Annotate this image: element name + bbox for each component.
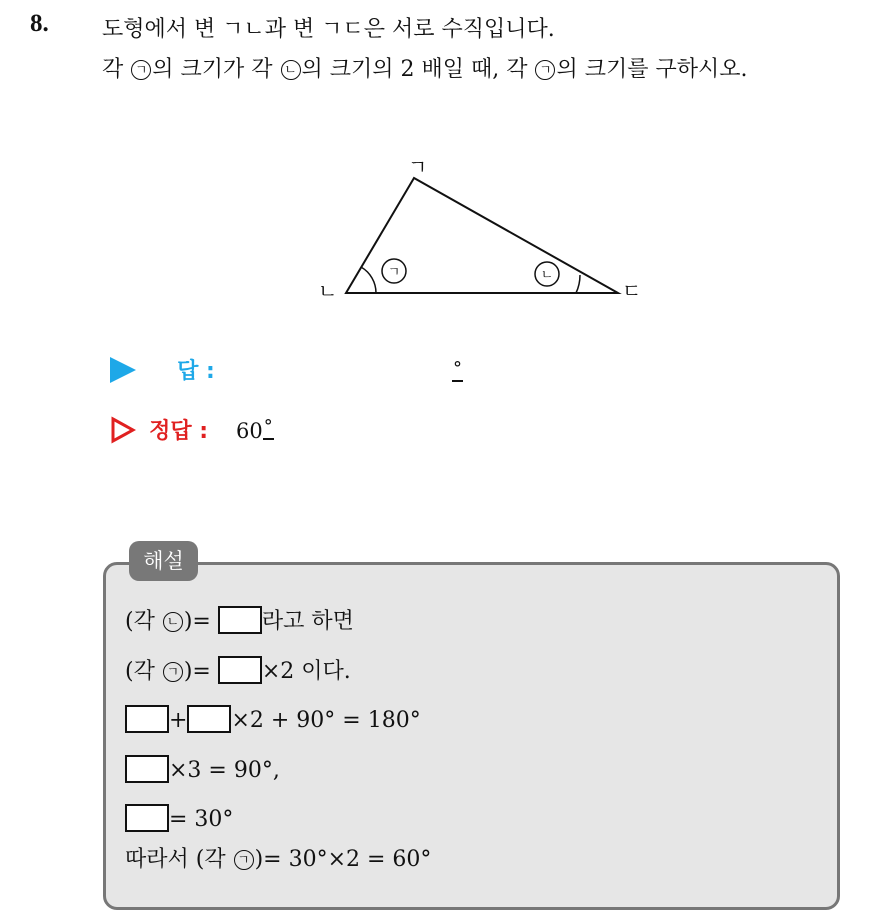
circled-mark-b: ㄴ (163, 612, 183, 632)
blank-box (125, 705, 169, 733)
vertex-label-right: ㄷ (622, 279, 642, 300)
explanation-text: ×3 = 90°, (169, 758, 280, 783)
question-number: 8. (30, 10, 49, 37)
question-line-1: 도형에서 변 ㄱㄴ과 변 ㄱㄷ은 서로 수직입니다. (102, 17, 555, 42)
blank-box (125, 755, 169, 783)
explanation-line-5 (125, 804, 233, 832)
angle-arc-left (361, 267, 376, 293)
explanation-text: ×2 이다. (261, 659, 351, 684)
correct-answer-number: 60 (236, 419, 263, 443)
question-text: 의 크기가 각 (152, 57, 280, 82)
explanation-text: )= (183, 609, 218, 634)
explanation-text: )= (183, 659, 218, 684)
question-line-2 (102, 52, 747, 83)
answer-blank[interactable] (452, 358, 463, 384)
angle-mark-left: ㄱ (387, 265, 401, 280)
circled-mark-a: ㄱ (234, 850, 254, 870)
outline-arrow-icon (110, 416, 136, 444)
question-text: 각 (102, 57, 131, 82)
explanation-text: 라고 하면 (261, 609, 354, 634)
circled-mark-b: ㄴ (281, 60, 301, 80)
vertex-label-left: ㄴ (318, 279, 338, 300)
explanation-text: ×2 + 90° = 180° (231, 708, 421, 733)
answer-unit: ° (452, 358, 463, 382)
angle-arc-right (576, 275, 580, 293)
explanation-tag: 해설 (129, 541, 198, 581)
explanation-text: = 30° (169, 807, 234, 832)
blank-box (218, 606, 262, 634)
explanation-line-6 (125, 842, 431, 873)
correct-answer-value (236, 416, 274, 443)
triangle-figure (300, 150, 660, 300)
explanation-text: 따라서 (각 (125, 847, 233, 872)
explanation-text: )= 30°×2 = 60° (254, 847, 432, 872)
correct-answer-unit: ° (263, 416, 274, 440)
explanation-line-1 (125, 604, 354, 635)
explanation-line-3 (125, 705, 421, 733)
explanation-line-4 (125, 755, 280, 783)
question-text: 의 크기의 2 배일 때, 각 (301, 57, 535, 82)
circled-mark-a: ㄱ (131, 60, 151, 80)
answer-row (110, 354, 215, 385)
explanation-text: (각 (125, 609, 162, 634)
angle-mark-right: ㄴ (540, 268, 554, 283)
circled-mark-a: ㄱ (163, 662, 183, 682)
question-text: 의 크기를 구하시오. (556, 57, 748, 82)
explanation-text: + (169, 708, 188, 733)
blank-box (218, 656, 262, 684)
explanation-text: (각 (125, 659, 162, 684)
play-arrow-icon (110, 357, 136, 383)
vertex-label-top: ㄱ (408, 155, 428, 179)
correct-answer-label: 정답 : (149, 419, 209, 444)
circled-mark-a: ㄱ (535, 60, 555, 80)
blank-box (187, 705, 231, 733)
explanation-line-2 (125, 654, 351, 685)
blank-box (125, 804, 169, 832)
answer-label: 답 : (177, 359, 215, 384)
correct-answer-row (110, 414, 273, 445)
